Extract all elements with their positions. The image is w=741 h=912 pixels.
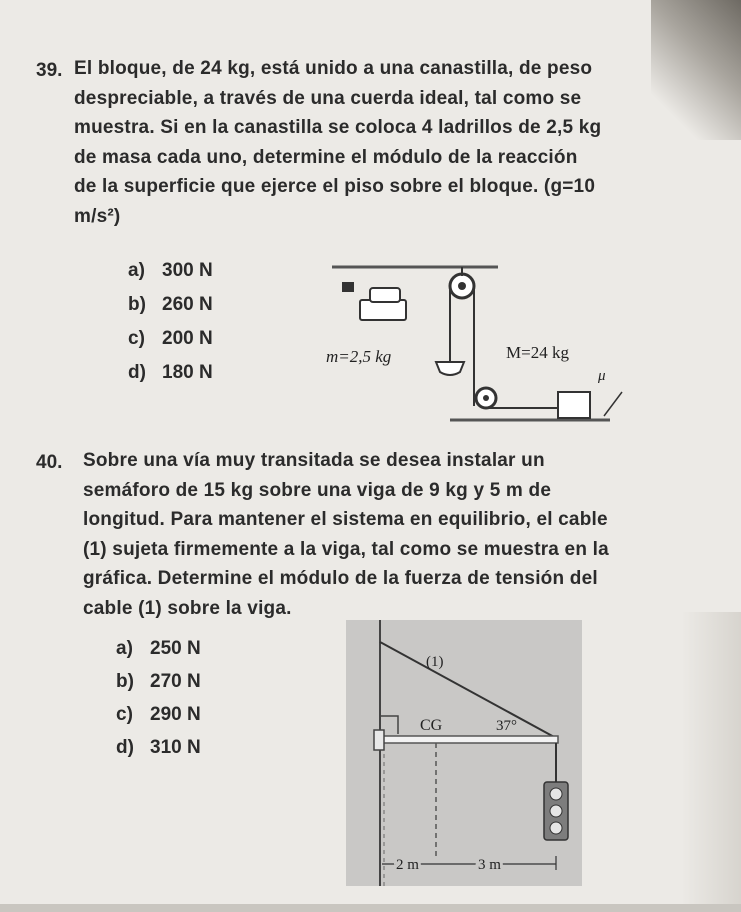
- top-pulley-axle: [458, 282, 466, 290]
- q40-option-b[interactable]: [116, 671, 201, 693]
- q40-option-d[interactable]: [116, 737, 201, 759]
- question-40-number: 40.: [36, 452, 63, 473]
- question-39-line-3: muestra. Si en la canastilla se coloca 4 ladrillos de 2,5 kg: [74, 117, 602, 138]
- q40-option-b-letter: b): [116, 671, 134, 692]
- q40-option-a[interactable]: [116, 638, 201, 660]
- basket: [436, 362, 464, 375]
- figure-background: [346, 620, 582, 886]
- hinge: [374, 730, 384, 750]
- question-40-line-4: (1) sujeta firmemente a la viga, tal como se muestra en la: [83, 538, 609, 560]
- mu-pointer: [604, 392, 622, 416]
- q40-option-c-letter: c): [116, 704, 133, 725]
- block-M: [558, 392, 590, 418]
- page-shadow-bottom-right: [681, 612, 741, 912]
- question-40-line-5: gráfica. Determine el módulo de la fuerza de tensión del: [83, 568, 598, 589]
- q39-option-a-text: 300 N: [162, 260, 213, 281]
- page-shadow-top-right: [651, 0, 741, 140]
- page-bottom-edge: [0, 904, 741, 912]
- q39-option-b-text: 260 N: [162, 294, 213, 315]
- q39-option-a[interactable]: [128, 260, 213, 282]
- question-39-number: 39.: [36, 60, 63, 81]
- question-39-line-6: m/s²): [74, 205, 121, 227]
- label-cable-1: (1): [426, 654, 444, 670]
- bottom-pulley-axle: [483, 395, 489, 401]
- question-40-line-3: longitud. Para mantener el sistema en equilibrio, el cable: [83, 509, 608, 530]
- q40-option-a-text: 250 N: [150, 638, 201, 659]
- q40-option-d-text: 310 N: [150, 737, 201, 758]
- label-angle: 37°: [496, 718, 517, 734]
- question-40-line-1: Sobre una vía muy transitada se desea instalar un: [83, 450, 545, 471]
- q39-figure: [310, 258, 650, 433]
- q39-option-d-letter: d): [128, 362, 146, 383]
- traffic-light-lamp-top: [550, 788, 562, 800]
- question-39-text: [74, 54, 664, 231]
- label-M: M=24 kg: [506, 343, 569, 362]
- brick-top: [370, 288, 400, 302]
- q39-option-c[interactable]: [128, 328, 213, 350]
- traffic-light-lamp-bottom: [550, 822, 562, 834]
- q40-option-b-text: 270 N: [150, 671, 201, 692]
- beam: [382, 736, 558, 743]
- question-40-text: [83, 446, 673, 623]
- question-39-line-1: El bloque, de 24 kg, está unido a una canastilla, de peso: [74, 58, 593, 79]
- brick-small: [342, 282, 354, 292]
- q40-option-a-letter: a): [116, 638, 133, 659]
- question-39-line-5: de la superficie que ejerce el piso sobre el bloque. (g=10: [74, 176, 596, 197]
- q39-option-c-letter: c): [128, 328, 145, 349]
- label-cg: CG: [420, 717, 443, 734]
- q39-option-d-text: 180 N: [162, 362, 213, 383]
- q40-option-d-letter: d): [116, 737, 134, 758]
- q40-option-c-text: 290 N: [150, 704, 201, 725]
- q39-option-a-letter: a): [128, 260, 145, 281]
- q39-option-c-text: 200 N: [162, 328, 213, 349]
- q39-option-b-letter: b): [128, 294, 146, 315]
- q40-option-c[interactable]: [116, 704, 201, 726]
- q39-option-d[interactable]: [128, 362, 213, 384]
- q40-figure: [346, 620, 582, 886]
- label-mu: μ: [598, 368, 606, 384]
- question-39-line-4: de masa cada uno, determine el módulo de la reacción: [74, 146, 578, 168]
- question-40-line-2: semáforo de 15 kg sobre una viga de 9 kg y 5 m de: [83, 479, 552, 501]
- question-40-line-6: cable (1) sobre la viga.: [83, 597, 292, 619]
- question-39-line-2: despreciable, a través de una cuerda ideal, tal como se: [74, 87, 582, 109]
- label-m: m=2,5 kg: [326, 347, 392, 366]
- label-2m: 2 m: [396, 857, 419, 873]
- traffic-light-lamp-middle: [550, 805, 562, 817]
- q39-option-b[interactable]: [128, 294, 213, 316]
- label-3m: 3 m: [478, 857, 501, 873]
